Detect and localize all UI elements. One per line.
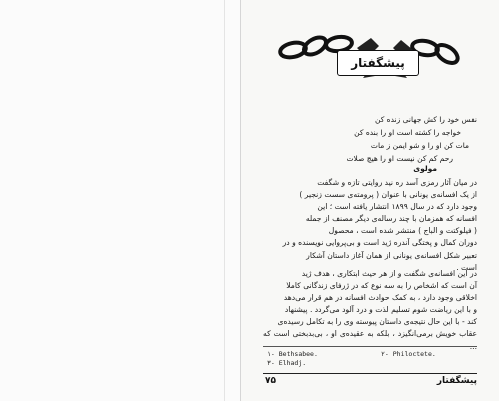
- footnote-text: Elhadj.: [278, 359, 307, 367]
- paragraph-line: در این افسانه‌ی شگفت و از هر حیث ابتکاری ، هدف ژید: [301, 269, 477, 278]
- right-page: [241, 0, 499, 401]
- paragraph-line: از یک افسانه‌ی یونانی با عنوان ( پرومته‌ی سست زنجیر ): [299, 190, 477, 200]
- epigraph-line-4: رحم کم کن نیست او را هیچ صلات: [346, 154, 453, 163]
- epigraph-poet: مولوی: [413, 164, 437, 173]
- paragraph-line: تعبیر شکل افسانه‌ی یونانی از همان آغاز داستان آشکار: [306, 250, 477, 260]
- page-gutter: [224, 0, 225, 401]
- paragraph-2: [263, 268, 477, 353]
- footnote-number: ۲-: [381, 350, 389, 358]
- paragraph-line: آن است که اشخاص را به سه نوع که در ژرفای زندگانی کاملا: [286, 281, 477, 291]
- paragraph-line: و با این ریاضت شوم تسلیم لذت و درد آلود می‌گردد . پیشنهاد: [284, 305, 477, 315]
- paragraph-line: است .: [456, 262, 477, 272]
- paragraph-line: در میان آثار رمزی آسد ره نید روایتی تازه و شگفت: [317, 178, 477, 187]
- footnote-rule: [263, 346, 477, 347]
- footnote-2: [381, 350, 436, 358]
- footnote-1: [267, 350, 318, 358]
- paragraph-line: کند - با این حال نتیجه‌ی داستان پیوسته وی را به تکامل رسیده‌ی: [277, 317, 477, 327]
- footnote-number: ۳-: [267, 359, 275, 367]
- paragraph-line: افسانه که همزمان با چند رساله‌ی دیگر مصنف از جمله: [305, 214, 477, 224]
- paragraph-line: وجود دارد که در سال ۱۸۹۹ انتشار یافته است ؛ این: [317, 202, 477, 212]
- left-page-blank: [0, 0, 241, 401]
- epigraph-line-3: مات کن او را و شو ایمن ز مات: [370, 141, 469, 150]
- paragraph-line: ( فیلوکتت و الباج ) منتشر شده است ، محصول: [328, 226, 477, 236]
- footnote-text: Bethsabee.: [278, 350, 318, 358]
- paragraph-line: عقاب خویش برمی‌انگیزد ، بلکه به عقیده‌ی او ، بی‌بدبختی است که: [263, 329, 477, 339]
- footnote-text: Philoctete.: [392, 350, 436, 358]
- footer-rule: [263, 373, 477, 374]
- paragraph-line: دوران کمال و پختگی آندره ژید است و بی‌پروایی نویسنده و در: [282, 238, 477, 248]
- chapter-title: پیشگفتار: [337, 50, 419, 76]
- paragraph-1: [263, 177, 477, 274]
- epigraph-line-1: نفس خود را کش جهانی زنده کن: [374, 115, 477, 124]
- footnote-number: ۱-: [267, 350, 275, 358]
- footnote-3: [267, 359, 306, 367]
- paragraph-line: اخلاقی وجود دارد ، به کمک حوادث افسانه در هم قرار می‌دهد: [283, 293, 477, 303]
- running-head: پیشگفتار: [436, 376, 477, 386]
- epigraph-line-2: خواجه را کشته است او را بنده کن: [354, 128, 461, 137]
- page-number: ۷۵: [265, 376, 276, 386]
